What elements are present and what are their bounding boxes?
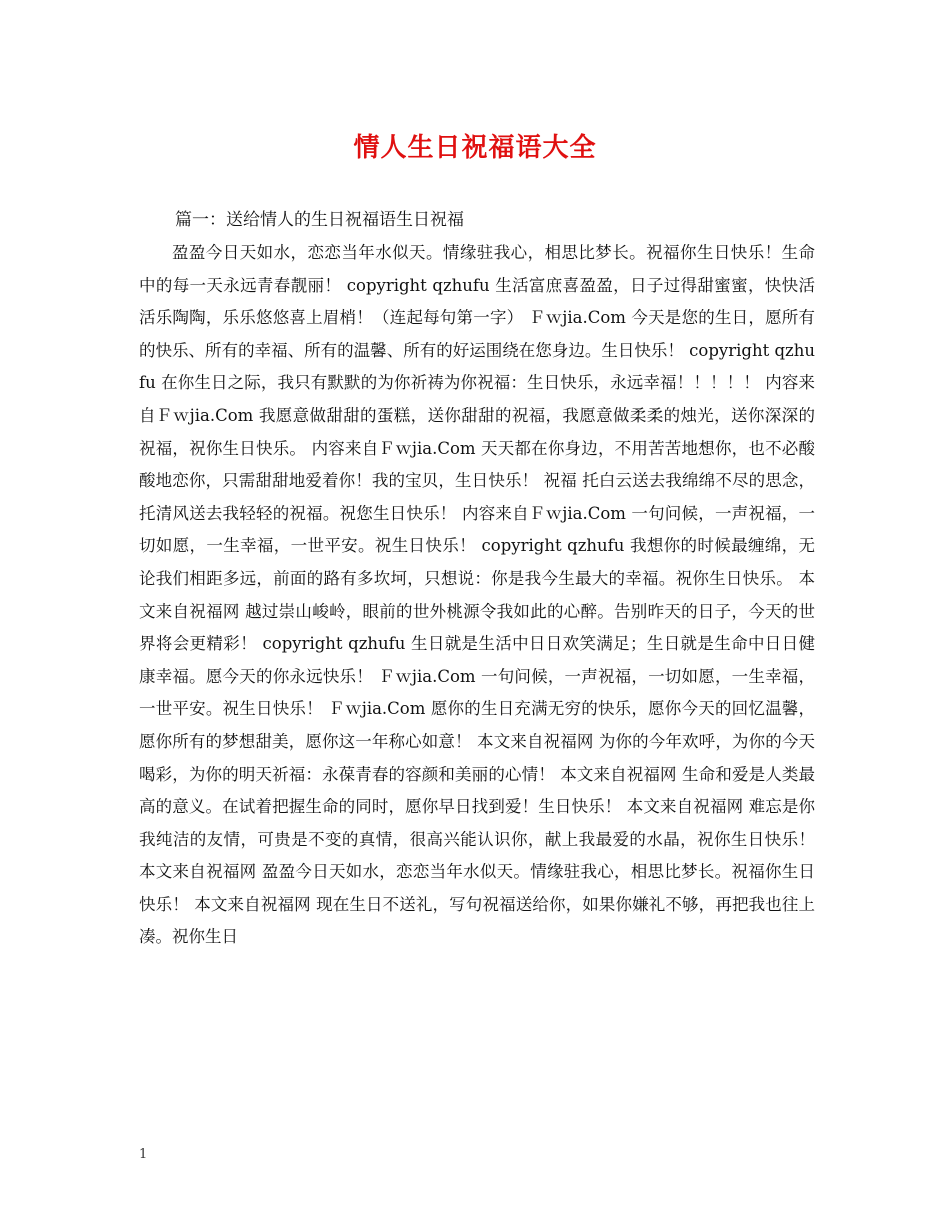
page-number: 1 (139, 1147, 148, 1162)
document-title: 情人生日祝福语大全 (353, 133, 597, 163)
section-heading: 篇一：送给情人的生日祝福语生日祝福 (175, 210, 464, 230)
body-paragraph: 盈盈今日天如水，恋恋当年水似天。情缘驻我心，相思比梦长。祝福你生日快乐！生命中的每一天永远青春靓丽！ copyright qzhufu 生活富庶喜盈盈，日子过得甜蜜蜜，快快活活乐陶陶，乐乐悠悠喜上眉梢！（连起每句第一字） Ｆｗjia.Com 今天是您的生日，愿所有的快乐、所有的幸福、所有的温馨、所有的好运围绕在您身边。生日快乐！ copyright qzhufu 在你生日之际，我只有默默的为你祈祷为你祝福：生日快乐，永远幸福！！！！！ 内容来自Ｆｗjia.Com 我愿意做甜甜的蛋糕，送你甜甜的祝福，我愿意做柔柔的烛光，送你深深的祝福，祝你生日快乐。 内容来自Ｆｗjia.Com 天天都在你身边，不用苦苦地想你，也不必酸酸地恋你，只需甜甜地爱着你！我的宝贝，生日快乐！ 祝福 托白云送去我绵绵不尽的思念，托清风送去我轻轻的祝福。祝您生日快乐！ 内容来自Ｆｗjia.Com 一句问候，一声祝福，一切如愿，一生幸福，一世平安。祝生日快乐！ copyright qzhufu 我想你的时候最缠绵，无论我们相距多远，前面的路有多坎坷，只想说：你是我今生最大的幸福。祝你生日快乐。 本文来自祝福网 越过崇山峻岭，眼前的世外桃源令我如此的心醉。告别昨天的日子，今天的世界将会更精彩！ copyright qzhufu 生日就是生活中日日欢笑满足；生日就是生命中日日健康幸福。愿今天的你永远快乐！ Ｆｗjia.Com 一句问候，一声祝福，一切如愿，一生幸福，一世平安。祝生日快乐！ Ｆｗjia.Com 愿你的生日充满无穷的快乐，愿你今天的回忆温馨，愿你所有的梦想甜美，愿你这一年称心如意！ 本文来自祝福网 为你的今年欢呼，为你的今天喝彩，为你的明天祈福：永葆青春的容颜和美丽的心情！ 本文来自祝福网 生命和爱是人类最高的意义。在试着把握生命的同时，愿你早日找到爱！生日快乐！ 本文来自祝福网 难忘是你我纯洁的友情，可贵是不变的真情，很高兴能认识你，献上我最爱的水晶，祝你生日快乐！本文来自祝福网 盈盈今日天如水，恋恋当年水似天。情缘驻我心，相思比梦长。祝福你生日快乐！ 本文来自祝福网 现在生日不送礼，写句祝福送给你，如果你嫌礼不够，再把我也往上凑。祝你生日 (139, 243, 815, 947)
